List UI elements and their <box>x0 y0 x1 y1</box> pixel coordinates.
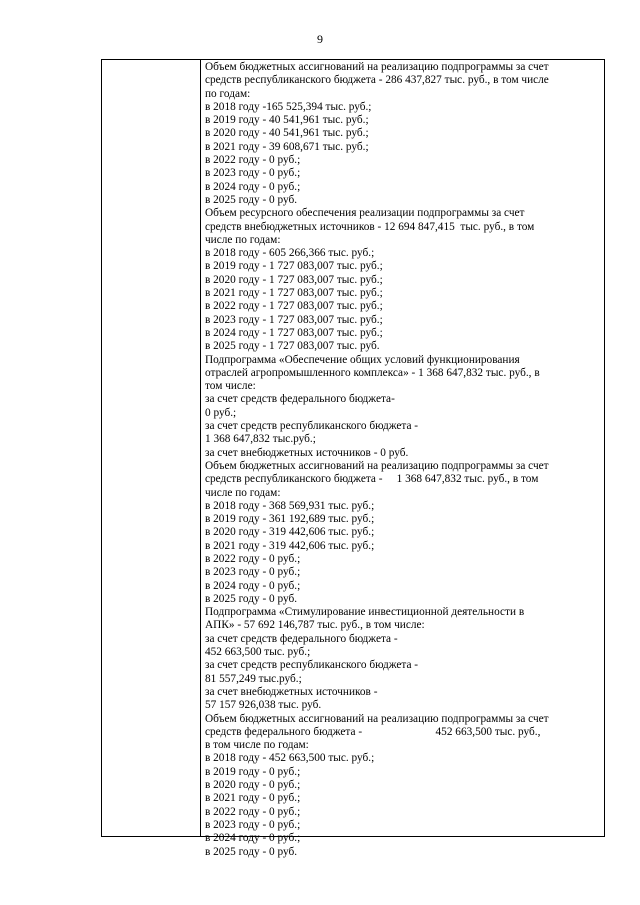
text-line: средств республиканского бюджета - 1 368 647,832 тыс. руб., в том <box>205 473 539 486</box>
text-line: в 2024 году - 0 руб.; <box>205 579 301 592</box>
text-line: 452 663,500 тыс. руб.; <box>205 646 311 659</box>
text-line: в 2023 году - 0 руб.; <box>205 818 301 831</box>
text-line: в 2019 году - 0 руб.; <box>205 765 301 778</box>
text-line: по годам: <box>205 87 251 100</box>
text-line: в 2018 году - 368 569,931 тыс. руб.; <box>205 499 375 512</box>
text-line: числе по годам: <box>205 233 281 246</box>
text-line: Объем ресурсного обеспечения реализации подпрограммы за счет <box>205 207 525 220</box>
text-line: АПК» - 57 692 146,787 тыс. руб., в том числе: <box>205 619 425 632</box>
table-left-cell <box>102 60 201 836</box>
text-line: в 2018 году -165 525,394 тыс. руб.; <box>205 100 372 113</box>
text-line: в 2018 году - 452 663,500 тыс. руб.; <box>205 752 375 765</box>
text-line: за счет внебюджетных источников - <box>205 685 378 698</box>
text-line: в 2020 году - 40 541,961 тыс. руб.; <box>205 127 369 140</box>
text-line: в 2024 году - 1 727 083,007 тыс. руб.; <box>205 326 383 339</box>
text-line: за счет внебюджетных источников - 0 руб. <box>205 446 409 459</box>
text-line: в 2019 году - 361 192,689 тыс. руб.; <box>205 513 375 526</box>
text-line: в 2021 году - 1 727 083,007 тыс. руб.; <box>205 287 383 300</box>
text-line: средств республиканского бюджета - 286 437,827 тыс. руб., в том числе <box>205 74 549 87</box>
text-line: в 2024 году - 0 руб.; <box>205 180 301 193</box>
text-line: в 2019 году - 40 541,961 тыс. руб.; <box>205 114 369 127</box>
text-line: за счет средств федерального бюджета - <box>205 632 398 645</box>
text-line: в 2023 году - 0 руб.; <box>205 566 301 579</box>
text-line: за счет средств федерального бюджета- <box>205 393 395 406</box>
text-line: за счет средств республиканского бюджета - <box>205 659 419 672</box>
text-line: 57 157 926,038 тыс. руб. <box>205 699 322 712</box>
text-line: 1 368 647,832 тыс.руб.; <box>205 433 316 446</box>
text-line: средств внебюджетных источников - 12 694 847,415 тыс. руб., в том <box>205 220 535 233</box>
text-line: 0 руб.; <box>205 406 237 419</box>
text-line: в 2018 году - 605 266,366 тыс. руб.; <box>205 247 375 260</box>
text-line: в 2023 году - 0 руб.; <box>205 167 301 180</box>
text-line: в 2022 году - 1 727 083,007 тыс. руб.; <box>205 300 383 313</box>
text-line: в 2021 году - 319 442,606 тыс. руб.; <box>205 539 375 552</box>
text-line: в 2023 году - 1 727 083,007 тыс. руб.; <box>205 313 383 326</box>
text-line: в 2021 году - 0 руб.; <box>205 792 301 805</box>
text-line: в 2020 году - 0 руб.; <box>205 779 301 792</box>
text-line: отраслей агропромышленного комплекса» - 1 368 647,832 тыс. руб., в <box>205 366 540 379</box>
text-line: в 2019 году - 1 727 083,007 тыс. руб.; <box>205 260 383 273</box>
text-line: в 2020 году - 319 442,606 тыс. руб.; <box>205 526 375 539</box>
text-line: Объем бюджетных ассигнований на реализацию подпрограммы за счет <box>205 61 549 73</box>
text-line: в 2025 году - 0 руб. <box>205 592 298 605</box>
text-line: в 2025 году - 0 руб. <box>205 193 298 206</box>
table-right-cell <box>201 60 604 858</box>
text-line: в 2022 году - 0 руб.; <box>205 552 301 565</box>
text-line: числе по годам: <box>205 486 281 499</box>
text-line: в 2025 году - 1 727 083,007 тыс. руб. <box>205 340 380 353</box>
page-number: 9 <box>317 32 323 46</box>
text-line: Подпрограмма «Обеспечение общих условий функционирования <box>205 353 520 366</box>
text-line: 81 557,249 тыс.руб.; <box>205 672 302 685</box>
text-line: Объем бюджетных ассигнований на реализацию подпрограммы за счет <box>205 712 549 725</box>
text-line: в 2020 году - 1 727 083,007 тыс. руб.; <box>205 273 383 286</box>
text-line: Объем бюджетных ассигнований на реализацию подпрограммы за счет <box>205 459 549 472</box>
text-line: в 2025 году - 0 руб. <box>205 845 298 858</box>
text-line: в 2021 году - 39 608,671 тыс. руб.; <box>205 140 369 153</box>
text-line: в том числе по годам: <box>205 739 309 752</box>
text-line: средств федерального бюджета - 452 663,500 тыс. руб., <box>205 725 541 738</box>
document-table <box>101 59 605 858</box>
text-line: том числе: <box>205 380 256 393</box>
text-line: за счет средств республиканского бюджета - <box>205 420 419 433</box>
text-line: в 2024 году - 0 руб.; <box>205 832 301 845</box>
text-line: Подпрограмма «Стимулирование инвестиционной деятельности в <box>205 606 525 619</box>
text-line: в 2022 году - 0 руб.; <box>205 805 301 818</box>
text-line: в 2022 году - 0 руб.; <box>205 154 301 167</box>
